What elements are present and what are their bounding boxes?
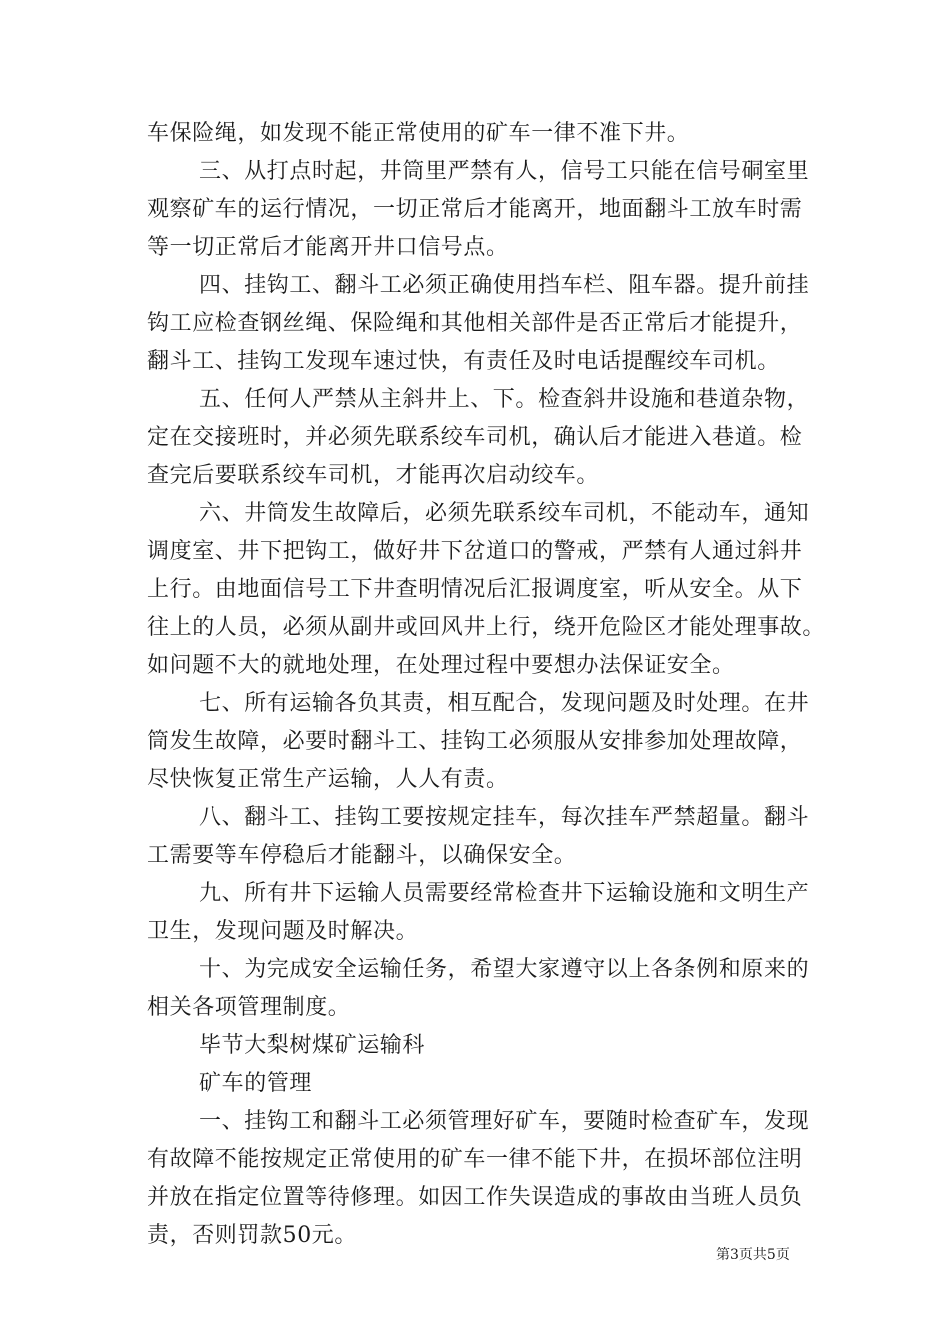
text-line: 调度室、井下把钩工，做好井下岔道口的警戒，严禁有人通过斜井 <box>147 539 803 564</box>
text-line: 翻斗工、挂钩工发现车速过快，有责任及时电话提醒绞车司机。 <box>147 349 780 374</box>
text-line: 一、挂钩工和翻斗工必须管理好矿车，要随时检查矿车，发现 <box>199 1109 810 1134</box>
text-line: 查完后要联系绞车司机，才能再次启动绞车。 <box>147 463 600 488</box>
signature-line: 毕节大梨树煤矿运输科 <box>199 1033 426 1058</box>
text-line: 五、任何人严禁从主斜井上、下。检查斜井设施和巷道杂物， <box>199 387 810 412</box>
text-line: 责，否则罚款50元。 <box>147 1223 357 1248</box>
section-title: 矿车的管理 <box>199 1071 313 1096</box>
text-line: 相关各项管理制度。 <box>147 995 351 1020</box>
text-line: 上行。由地面信号工下井查明情况后汇报调度室，听从安全。从下 <box>147 577 803 602</box>
text-line: 钩工应检查钢丝绳、保险绳和其他相关部件是否正常后才能提升， <box>147 311 803 336</box>
text-line: 八、翻斗工、挂钩工要按规定挂车，每次挂车严禁超量。翻斗 <box>199 805 810 830</box>
text-line: 有故障不能按规定正常使用的矿车一律不能下井，在损坏部位注明 <box>147 1147 803 1172</box>
text-line: 定在交接班时，并必须先联系绞车司机，确认后才能进入巷道。检 <box>147 425 803 450</box>
text-line: 十、为完成安全运输任务，希望大家遵守以上各条例和原来的 <box>199 957 810 982</box>
text-line: 往上的人员，必须从副井或回风井上行，绕开危险区才能处理事故。 <box>147 615 826 640</box>
text-line: 并放在指定位置等待修理。如因工作失误造成的事故由当班人员负 <box>147 1185 803 1210</box>
text-line: 筒发生故障，必要时翻斗工、挂钩工必须服从安排参加处理故障， <box>147 729 803 754</box>
text-line: 三、从打点时起，井筒里严禁有人，信号工只能在信号硐室里 <box>199 159 810 184</box>
text-line: 工需要等车停稳后才能翻斗，以确保安全。 <box>147 843 577 868</box>
text-line: 七、所有运输各负其责，相互配合，发现问题及时处理。在井 <box>199 691 810 716</box>
text-line: 车保险绳，如发现不能正常使用的矿车一律不准下井。 <box>147 121 690 146</box>
text-line: 如问题不大的就地处理，在处理过程中要想办法保证安全。 <box>147 653 735 678</box>
text-line: 等一切正常后才能离开井口信号点。 <box>147 235 509 260</box>
text-line: 观察矿车的运行情况，一切正常后才能离开，地面翻斗工放车时需 <box>147 197 803 222</box>
text-line: 九、所有井下运输人员需要经常检查井下运输设施和文明生产 <box>199 881 810 906</box>
text-line: 四、挂钩工、翻斗工必须正确使用挡车栏、阻车器。提升前挂 <box>199 273 810 298</box>
text-line: 六、井筒发生故障后，必须先联系绞车司机，不能动车，通知 <box>199 501 810 526</box>
text-line: 卫生，发现问题及时解决。 <box>147 919 419 944</box>
page-number: 第3页共5页 <box>716 1247 790 1263</box>
text-line: 尽快恢复正常生产运输，人人有责。 <box>147 767 509 792</box>
